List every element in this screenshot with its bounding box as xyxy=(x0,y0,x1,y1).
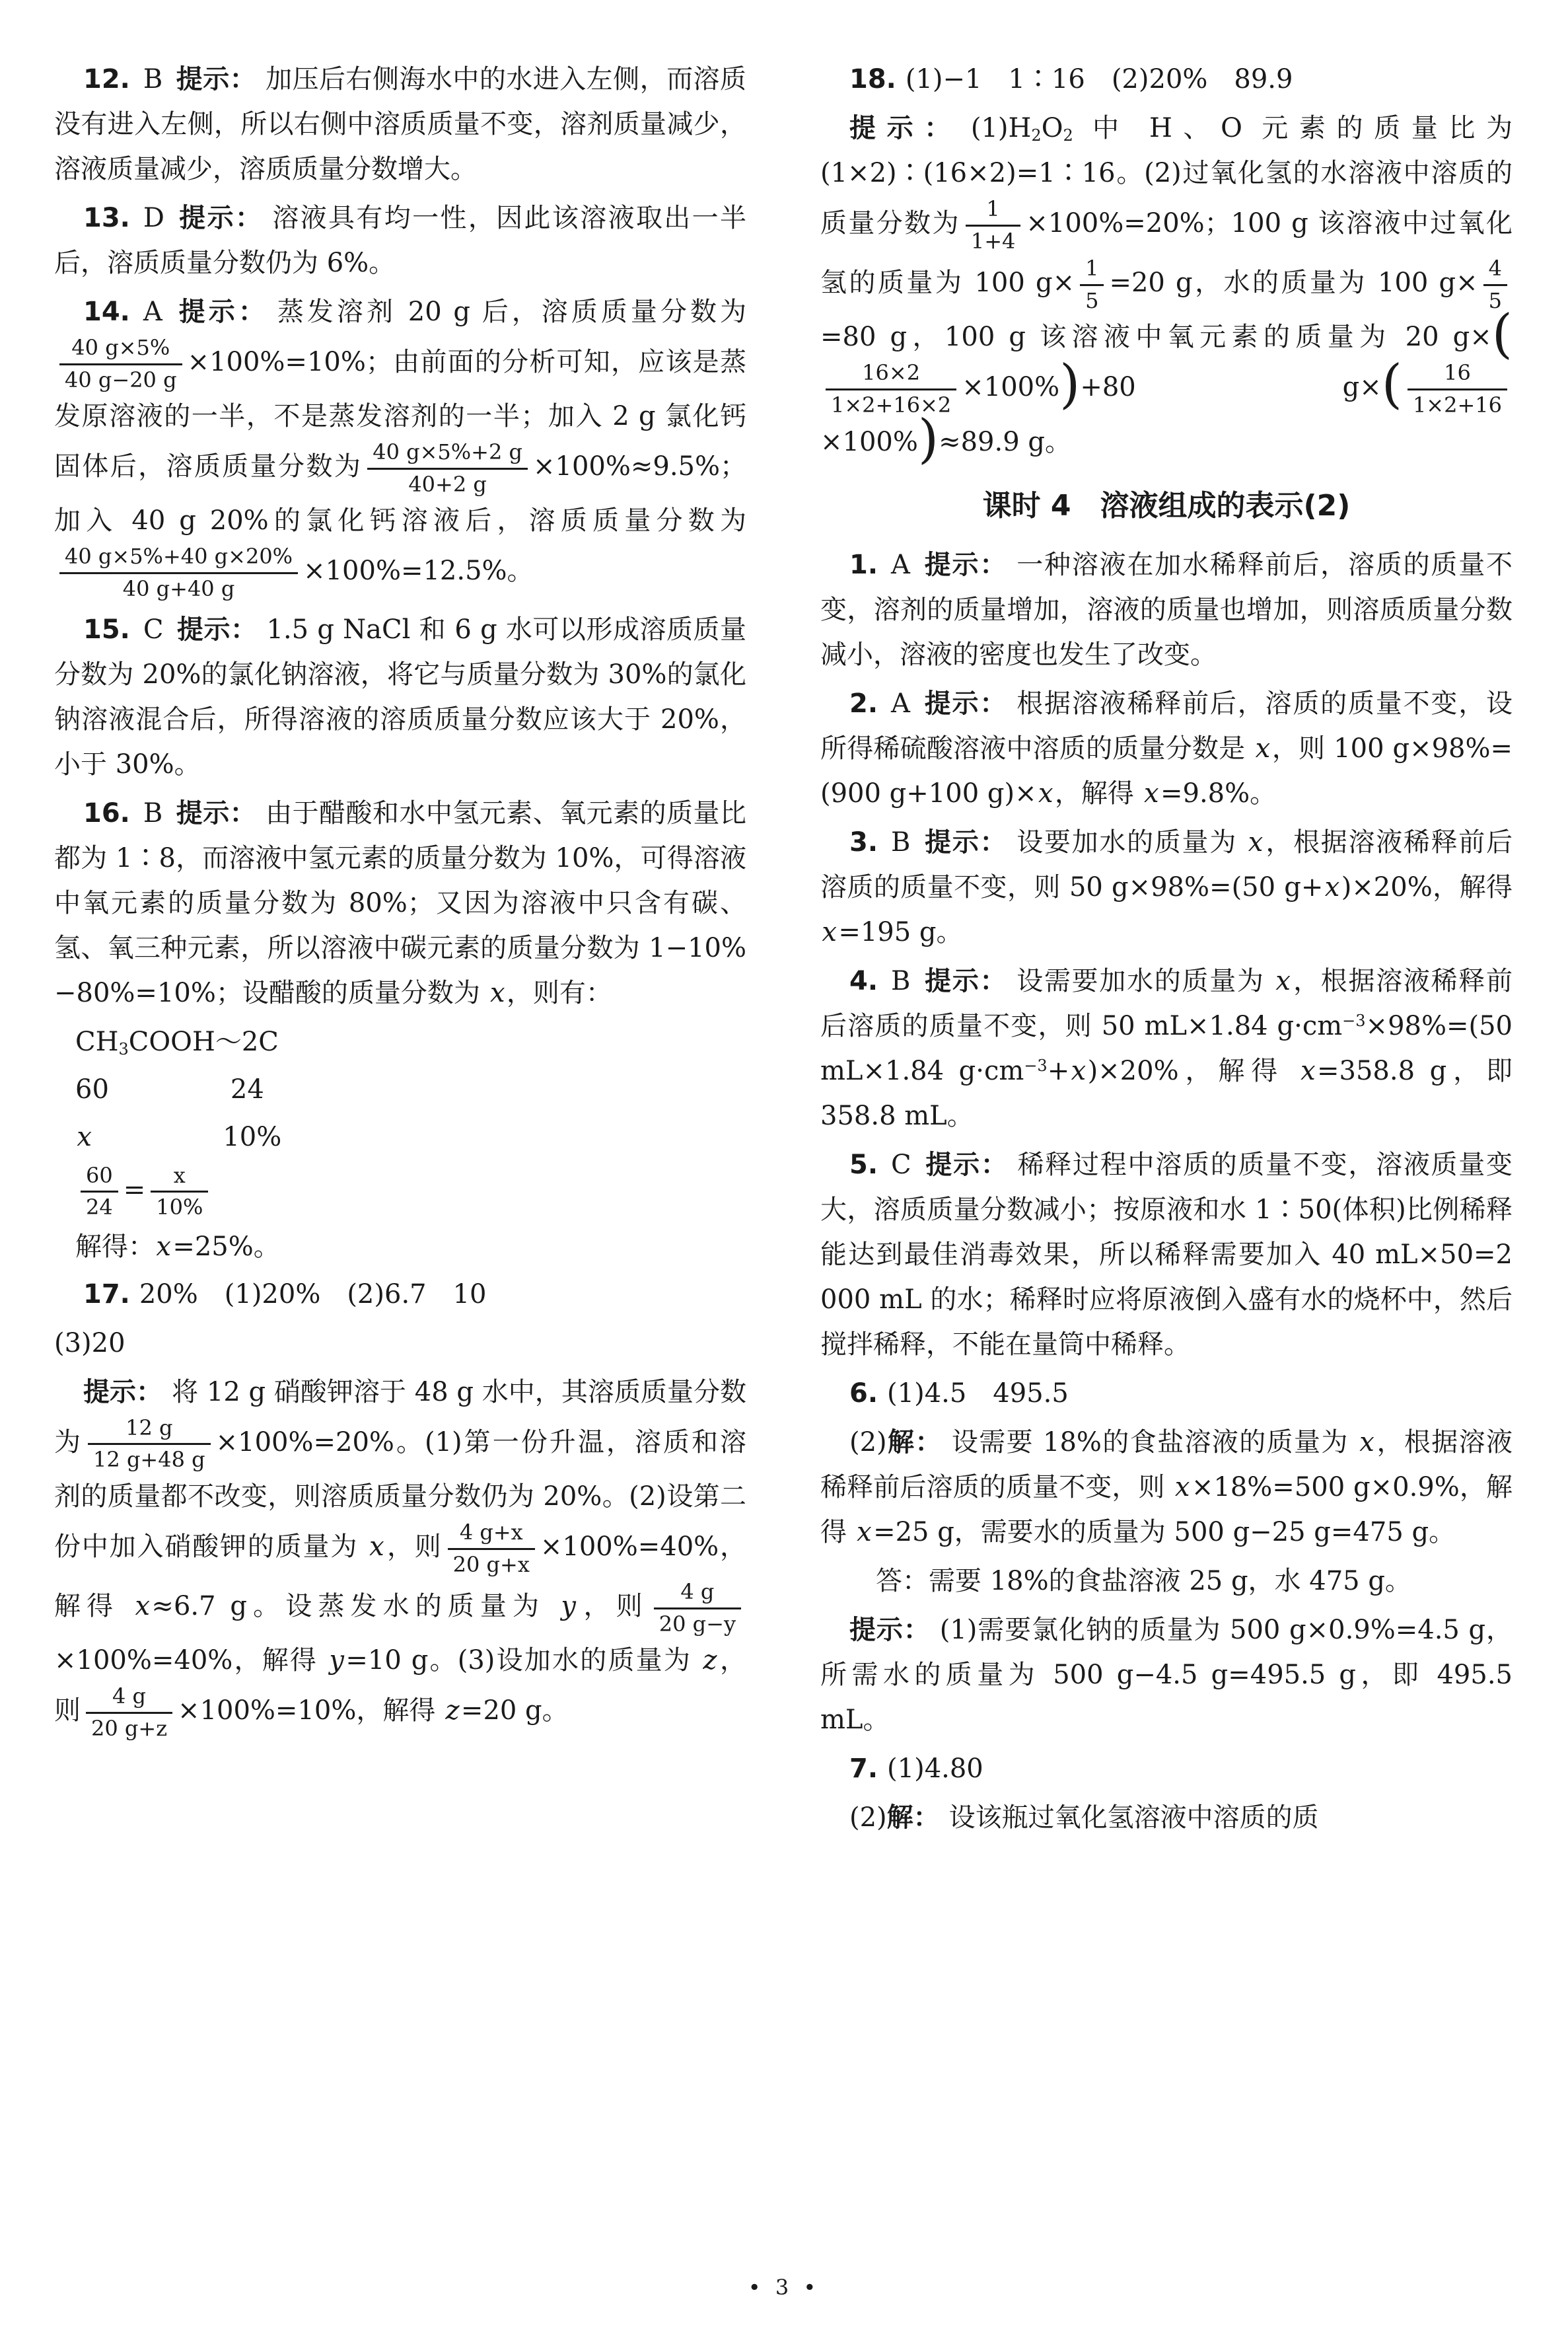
text: ×100%=12.5%。 xyxy=(303,556,534,587)
answer-letter: C xyxy=(143,614,164,645)
fraction-numerator: 1 xyxy=(966,196,1021,227)
text: ，则有： xyxy=(506,977,612,1008)
text: (3)20 xyxy=(54,1327,125,1358)
text: ×100%=40%，解得 xyxy=(54,1532,747,1622)
superscript: −3 xyxy=(1342,1012,1366,1031)
text: (2) xyxy=(849,1802,887,1833)
answer-letter: B xyxy=(891,827,911,858)
fraction-numerator: 40 g×5%+2 g xyxy=(367,439,528,470)
text: (1)H xyxy=(970,113,1032,143)
text: ×100%=20%；100 g 该溶液中过氧化氢的质量为 100 g× xyxy=(820,208,1513,299)
text: 设需要加水的质量为 xyxy=(1016,966,1275,997)
fraction-numerator: 16×2 xyxy=(826,359,956,390)
paragraph xyxy=(820,57,1513,102)
fraction-denominator: 40 g+40 g xyxy=(122,575,235,601)
big-paren: ( xyxy=(1381,353,1402,416)
text: + xyxy=(1047,1056,1070,1087)
section-heading xyxy=(820,482,1513,531)
math-variable: x xyxy=(156,1231,171,1262)
fraction xyxy=(81,1162,118,1222)
text: 20% (1)20% (2)6.7 10 xyxy=(139,1278,487,1310)
text: )×20%，解得 xyxy=(1341,872,1513,903)
text: =195 g。 xyxy=(838,917,963,948)
answer-letter: B xyxy=(891,966,911,997)
fraction xyxy=(88,1415,211,1474)
text: ，则 100 g×98%=(900 g+100 g)× xyxy=(820,733,1513,809)
text: ×100%=40%，解得 xyxy=(54,1645,328,1676)
text: ，根据溶液稀释前后溶质的质量不变，则 50 g×98%=(50 g+ xyxy=(820,827,1513,903)
text: ≈89.9 g。 xyxy=(939,426,1071,457)
bold-label: 6. xyxy=(849,1378,878,1409)
math-variable: x xyxy=(489,977,505,1008)
text: )×20%，解得 xyxy=(1087,1056,1299,1087)
text: 蒸发溶剂 20 g 后，溶质质量分数为 xyxy=(277,297,746,327)
page-number: • 3 • xyxy=(748,2274,820,2300)
paragraph xyxy=(54,1272,746,1317)
paragraph xyxy=(820,1420,1513,1555)
fraction-denominator: 5 xyxy=(1085,287,1099,313)
paragraph xyxy=(820,820,1513,955)
math-variable: z xyxy=(445,1695,460,1726)
text: 根据溶液稀释前后，溶质的质量不变，设所得稀硫酸溶液中溶质的质量分数是 xyxy=(820,688,1513,764)
text: =10 g。(3)设加水的质量为 xyxy=(345,1645,701,1676)
bold-label: 2. xyxy=(849,688,878,720)
bold-label: 提示： xyxy=(923,966,1008,997)
math-variable: y xyxy=(561,1591,576,1622)
math-line xyxy=(75,1224,746,1269)
math-variable: x xyxy=(1071,1056,1087,1087)
text: 由于醋酸和水中氢元素、氧元素的质量比都为 1∶8，而溶液中氢元素的质量分数为 10%，可得溶液中氧元素的质量分数为 80%；又因为溶液中只含有碳、氢、氧三种元素，所以溶液中碳元素的质量分数为 1−10%−80%=10%；设醋酸的质量分数为 xyxy=(54,797,747,1008)
fraction xyxy=(966,196,1021,255)
fraction-denominator: 10% xyxy=(156,1195,203,1220)
column-right xyxy=(820,57,1513,1844)
math-variable: x xyxy=(1275,966,1291,997)
fraction-denominator: 20 g+z xyxy=(91,1715,168,1741)
big-paren: ) xyxy=(917,408,939,470)
bold-label: 提示： xyxy=(849,113,962,143)
bold-label: 12. xyxy=(83,64,130,94)
text: 60 xyxy=(75,1074,109,1105)
text: = xyxy=(123,1174,146,1205)
text: CH xyxy=(75,1026,119,1057)
math-variable: x xyxy=(1324,872,1340,903)
text: 设需要 18%的食盐溶液的质量为 xyxy=(951,1427,1358,1458)
superscript: −3 xyxy=(1024,1056,1048,1076)
math-variable: x xyxy=(1174,1472,1190,1503)
column-left xyxy=(54,57,746,1747)
paragraph xyxy=(820,681,1513,816)
bold-label: 提示： xyxy=(923,688,1008,720)
fraction-denominator: 1+4 xyxy=(970,228,1016,254)
fraction-denominator: 1×2+16 xyxy=(1412,392,1502,418)
paragraph xyxy=(54,196,746,285)
math-variable: x xyxy=(369,1532,384,1563)
bold-label: 4. xyxy=(849,966,878,997)
math-variable: x xyxy=(1301,1056,1316,1087)
bold-label: 1. xyxy=(849,550,878,581)
text: 答：需要 18%的食盐溶液 25 g，水 475 g。 xyxy=(876,1566,1411,1597)
text: ，则 xyxy=(386,1532,443,1563)
text: ×18%=500 g×0.9%，解得 xyxy=(820,1472,1513,1548)
fraction-numerator: 4 xyxy=(1483,255,1507,286)
paragraph xyxy=(820,106,1513,470)
spacer xyxy=(93,1145,223,1146)
text: 溶液具有均一性，因此该溶液取出一半后，溶质质量分数仍为 6%。 xyxy=(54,203,747,278)
paragraph xyxy=(820,1746,1513,1791)
fraction-numerator: 60 xyxy=(81,1162,118,1193)
bold-label: 7. xyxy=(849,1753,878,1785)
fraction-numerator: 1 xyxy=(1080,255,1104,286)
paragraph xyxy=(820,1559,1513,1604)
fraction-numerator: 40 g×5%+40 g×20% xyxy=(59,543,298,574)
fraction-numerator: 40 g×5% xyxy=(59,334,182,365)
bold-label: 17. xyxy=(83,1278,130,1310)
text: =20 g，水的质量为 100 g× xyxy=(1109,268,1478,299)
fraction-numerator: 12 g xyxy=(88,1415,211,1446)
text: (1)−1 1∶16 (2)20% 89.9 xyxy=(905,64,1293,94)
answer-letter: B xyxy=(143,64,163,94)
paragraph xyxy=(54,1370,746,1743)
text: ×100%=10%，解得 xyxy=(178,1695,445,1726)
math-line xyxy=(75,1115,746,1160)
math-variable: x xyxy=(1144,778,1159,809)
math-variable: y xyxy=(329,1645,345,1676)
paragraph xyxy=(54,607,746,787)
text: 设该瓶过氧化氢溶液中溶质的质 xyxy=(948,1802,1319,1833)
fraction-numerator: 16 xyxy=(1408,359,1507,390)
bold-label: 提示： xyxy=(176,64,257,94)
text: (2) xyxy=(849,1427,887,1458)
text: =80 g，100 g 该溶液中氧元素的质量为 20 g× xyxy=(820,322,1492,353)
math-variable: x xyxy=(857,1517,872,1548)
text: O xyxy=(1041,113,1063,143)
fraction-denominator: 5 xyxy=(1488,287,1502,313)
math-variable: x xyxy=(1359,1427,1374,1458)
math-variable: x xyxy=(135,1591,151,1622)
text: 10% xyxy=(223,1121,282,1152)
fraction xyxy=(654,1578,741,1638)
bold-label: 提示： xyxy=(924,1150,1009,1181)
answer-letter: A xyxy=(891,688,910,720)
bold-label: 提示： xyxy=(83,1376,163,1407)
answer-letter: D xyxy=(143,203,164,233)
fraction-numerator: 4 g xyxy=(654,1578,741,1609)
math-line xyxy=(75,1162,746,1222)
subscript: 2 xyxy=(1063,126,1073,145)
answer-letter: A xyxy=(143,297,162,327)
text: 课时 4 溶液组成的表示(2) xyxy=(982,488,1351,523)
text: =9.8%。 xyxy=(1160,778,1277,809)
text: ，则 xyxy=(54,1645,746,1726)
answer-letter: B xyxy=(143,797,163,829)
fraction xyxy=(151,1162,208,1222)
math-line xyxy=(75,1067,746,1112)
text: =25%。 xyxy=(172,1231,280,1262)
bold-label: 提示： xyxy=(177,203,264,233)
big-paren: ) xyxy=(1059,353,1081,416)
fraction xyxy=(59,543,298,603)
text: 中 H、O 元素的质量比为(1×2)∶(16×2)=1∶16。(2)过氧化氢的水溶液中溶质的质量分数为 xyxy=(820,113,1513,239)
answer-letter: A xyxy=(891,550,910,581)
math-variable: x xyxy=(1038,778,1053,809)
text: ×100% xyxy=(820,426,918,457)
bold-label: 18. xyxy=(849,64,896,94)
text: ×100% xyxy=(962,372,1060,403)
fraction xyxy=(448,1519,535,1578)
text: =25 g，需要水的质量为 500 g−25 g=475 g。 xyxy=(873,1517,1456,1548)
text: 一种溶液在加水稀释前后，溶质的质量不变，溶剂的质量增加，溶液的质量也增加，则溶质质量分数减小，溶液的密度也发生了改变。 xyxy=(820,550,1513,671)
text: =358.8 g，即 358.8 mL。 xyxy=(820,1056,1513,1132)
fraction-denominator: 40+2 g xyxy=(408,471,487,497)
text: 设要加水的质量为 xyxy=(1016,827,1247,858)
spacer xyxy=(109,1097,231,1098)
text: ×100%≈9.5%；加入 40 g 20%的氯化钙溶液后，溶质质量分数为 xyxy=(54,451,746,536)
subscript: 2 xyxy=(1031,126,1042,145)
text: (1)4.80 xyxy=(887,1753,983,1785)
bold-label: 14. xyxy=(83,297,130,327)
text: 1.5 g NaCl 和 6 g 水可以形成溶质质量分数为 20%的氯化钠溶液，将它与质量分数为 30%的氯化钠溶液混合后，所得溶液的溶质质量分数应该大于 20%，小于 30%。 xyxy=(54,614,746,780)
paragraph xyxy=(820,959,1513,1138)
paragraph xyxy=(54,791,746,1015)
bold-label: 解： xyxy=(886,1427,943,1458)
text: 解得： xyxy=(75,1231,155,1262)
text: +80 g× xyxy=(1080,372,1382,403)
text: ×100%=10%；由前面的分析可知，应该是蒸发原溶液的一半，不是蒸发溶剂的一半；加入 2 g 氯化钙固体后，溶质质量分数为 xyxy=(54,347,746,482)
fraction-denominator: 40 g−20 g xyxy=(65,367,177,392)
text: 加压后右侧海水中的水进入左侧，而溶质没有进入左侧，所以右侧中溶质质量不变，溶剂质量减少，溶液质量减少，溶质质量分数增大。 xyxy=(54,64,747,184)
paragraph xyxy=(54,1321,746,1366)
bold-label: 提示： xyxy=(849,1615,931,1646)
bold-label: 提示： xyxy=(923,827,1008,858)
bold-label: 3. xyxy=(849,827,878,858)
text: ，解得 xyxy=(1054,778,1143,809)
paragraph xyxy=(54,289,746,603)
bold-label: 16. xyxy=(83,797,130,829)
math-variable: x xyxy=(822,917,837,948)
paragraph xyxy=(820,542,1513,677)
text: ，则 xyxy=(577,1591,649,1622)
text: ≈6.7 g。设蒸发水的质量为 xyxy=(151,1591,559,1622)
bold-label: 13. xyxy=(83,203,130,233)
text: ，根据溶液稀释前后溶质的质量不变，则 xyxy=(820,1427,1513,1503)
text: (1)4.5 495.5 xyxy=(887,1378,1069,1409)
fraction-denominator: 1×2+16×2 xyxy=(831,392,952,418)
fraction-denominator: 20 g−y xyxy=(659,1611,736,1637)
subscript: 3 xyxy=(118,1039,129,1058)
paragraph xyxy=(820,1371,1513,1416)
math-variable: x xyxy=(77,1121,92,1152)
fraction-denominator: 24 xyxy=(86,1195,113,1220)
paragraph xyxy=(820,1142,1513,1367)
big-paren: ( xyxy=(1491,303,1513,365)
fraction-numerator: 4 g xyxy=(86,1683,172,1714)
fraction xyxy=(367,439,528,498)
text: COOH～2C xyxy=(128,1026,279,1057)
fraction xyxy=(86,1683,172,1742)
paragraph xyxy=(820,1795,1513,1840)
answer-letter: C xyxy=(891,1150,911,1181)
fraction-denominator: 20 g+x xyxy=(452,1551,530,1577)
text: 稀释过程中溶质的质量不变，溶液质量变大，溶质质量分数减小；按原液和水 1∶50(体积)比例稀释能达到最佳消毒效果，所以稀释需要加入 40 mL×50=2 000 mL 的水；稀释时应将原液倒入盛有水的烧杯中，然后搅拌稀释，不能在量筒中稀释。 xyxy=(820,1150,1513,1360)
bold-label: 15. xyxy=(83,614,130,645)
text: ×100%=20%。(1)第一份升温，溶质和溶剂的质量都不改变，则溶质质量分数仍为 20%。(2)设第二份中加入硝酸钾的质量为 xyxy=(54,1426,747,1563)
text: 将 12 g 硝酸钾溶于 48 g 水中，其溶质质量分数为 xyxy=(54,1376,747,1458)
bold-label: 提示： xyxy=(175,297,268,327)
fraction-numerator: x xyxy=(151,1162,208,1193)
bold-label: 提示： xyxy=(923,550,1008,581)
fraction xyxy=(1080,255,1104,314)
bold-label: 5. xyxy=(849,1150,878,1181)
paragraph xyxy=(820,1607,1513,1742)
text: (1)需要氯化钠的质量为 500 g×0.9%=4.5 g，所需水的质量为 500 g−4.5 g=495.5 g，即 495.5 mL。 xyxy=(820,1615,1513,1736)
text: =20 g。 xyxy=(460,1695,569,1726)
fraction xyxy=(1408,359,1507,419)
math-variable: z xyxy=(703,1645,717,1676)
math-variable: x xyxy=(1248,827,1264,858)
bold-label: 提示： xyxy=(176,797,257,829)
bold-label: 解： xyxy=(886,1802,940,1833)
math-line xyxy=(75,1019,746,1064)
text: ×98%=(50 mL×1.84 g·cm xyxy=(820,1011,1513,1087)
fraction xyxy=(59,334,182,394)
fraction-numerator: 4 g+x xyxy=(448,1519,535,1550)
fraction-denominator: 12 g+48 g xyxy=(93,1447,205,1473)
bold-label: 提示： xyxy=(176,614,258,645)
paragraph xyxy=(54,57,746,192)
text: 24 xyxy=(230,1074,264,1105)
text: ，根据溶液稀释前后溶质的质量不变，则 50 mL×1.84 g·cm xyxy=(820,966,1513,1042)
math-variable: x xyxy=(1255,733,1271,764)
